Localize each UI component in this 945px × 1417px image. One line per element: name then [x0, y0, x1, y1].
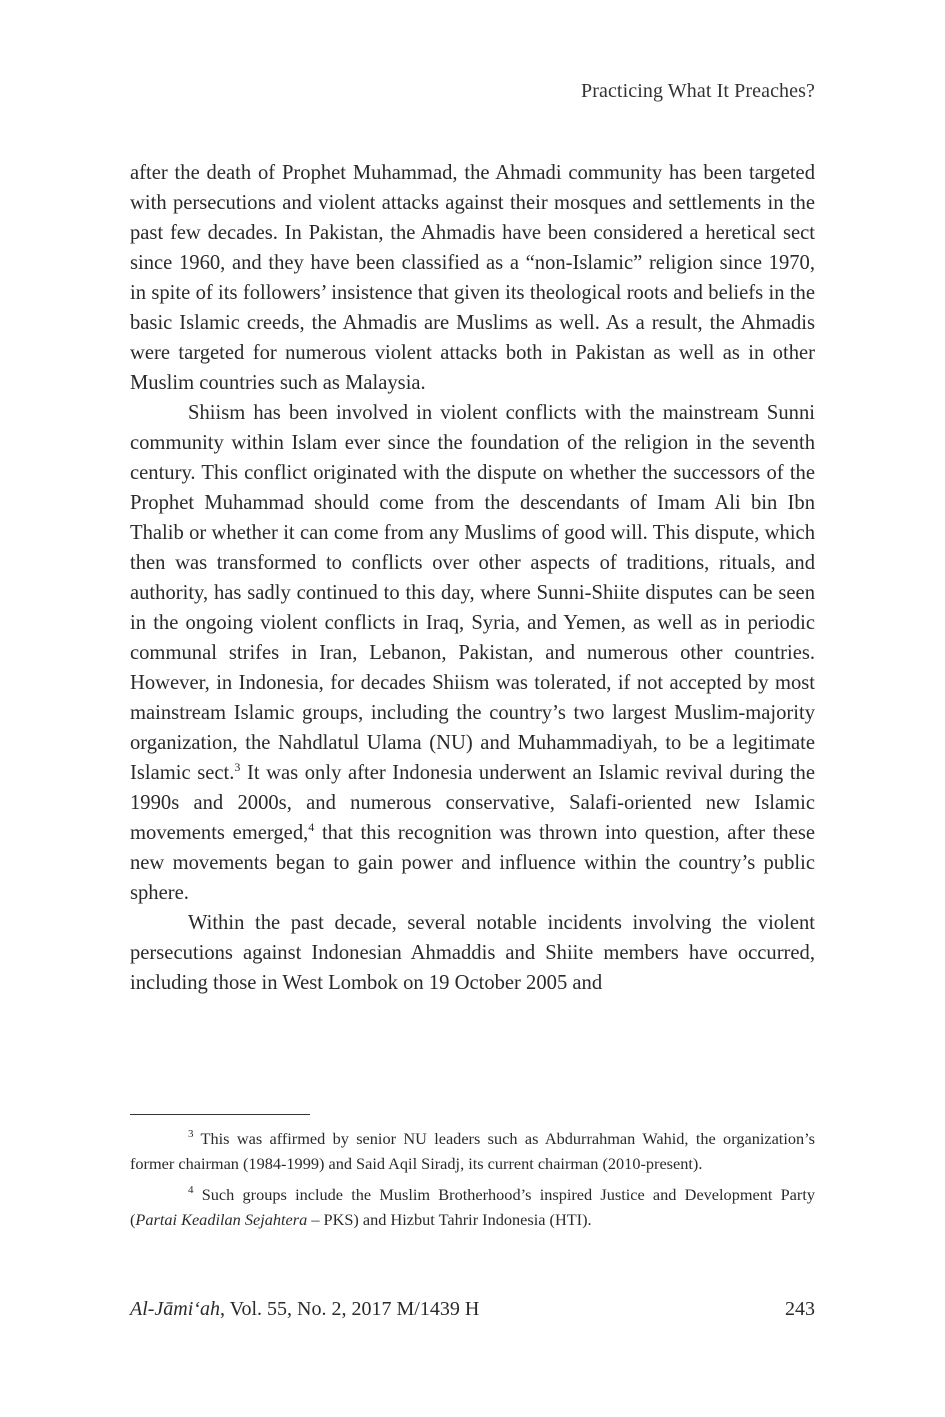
- text-run: Such groups include the Muslim Brotherhood’s inspired Justice and Development Party (: [130, 1185, 815, 1229]
- footnote-ref: 4: [308, 820, 315, 834]
- text-run: It was only after Indonesia underwent an Islamic revival during the 1990s and 2000s, and numerous conservative, Salafi-oriented new Islamic movements emerged,: [130, 762, 815, 844]
- footnote-divider: [130, 1114, 310, 1115]
- text-run: This was affirmed by senior NU leaders such as Abdurrahman Wahid, the organization’s former chairman (1984-1999) and Said Aqil Siradj, its current chairman (2010-present).: [130, 1129, 815, 1173]
- text-run: that this recognition was thrown into question, after these new movements began to gain power and influence within the country’s public sphere.: [130, 822, 815, 904]
- text-run: – PKS) and Hizbut Tahrir Indonesia (HTI).: [307, 1210, 592, 1229]
- footnote-number: 3: [188, 1128, 194, 1140]
- footnotes: [130, 1126, 815, 1238]
- text-run: after the death of Prophet Muhammad, the Ahmadi community has been targeted with persecutions and violent attacks against their mosques and settlements in the past few decades. In Pakistan, the Ahmadis have been considered a heretical sect since 1960, and they have been classified as a “non-Islamic” religion since 1970, in spite of its followers’ insistence that given its theological roots and beliefs in the basic Islamic creeds, the Ahmadis are Muslims as well. As a result, the Ahmadis were targeted for numerous violent attacks both in Pakistan as well as in other Muslim countries such as Malaysia.: [130, 162, 815, 394]
- paragraph-3: [130, 908, 815, 998]
- text-run: Within the past decade, several notable incidents involving the violent persecutions against Indonesian Ahmaddis and Shiite members have occurred, including those in West Lombok on 19 October 2005 and: [130, 912, 815, 994]
- footnote-4: [130, 1182, 815, 1232]
- body-text: [130, 158, 815, 998]
- footnote-ref: 3: [234, 760, 241, 774]
- page-number: 243: [785, 1298, 815, 1320]
- paragraph-2: [130, 398, 815, 908]
- running-head: Practicing What It Preaches?: [580, 80, 815, 102]
- paragraph-1: [130, 158, 815, 398]
- footnote-number: 4: [188, 1184, 194, 1196]
- journal-name: Al-Jāmi‘ah: [130, 1298, 220, 1320]
- text-run: Shiism has been involved in violent conflicts with the mainstream Sunni community within Islam ever since the foundation of the religion in the seventh century. This conflict originated with the dispute on whether the successors of the Prophet Muhammad should come from the descendants of Imam Ali bin Ibn Thalib or whether it can come from any Muslims of good will. This dispute, which then was transformed to conflicts over other aspects of traditions, rituals, and authority, has sadly continued to this day, where Sunni-Shiite disputes can be seen in the ongoing violent conflicts in Iraq, Syria, and Yemen, as well as in periodic communal strifes in Iran, Lebanon, Pakistan, and numerous other countries. However, in Indonesia, for decades Shiism was tolerated, if not accepted by most mainstream Islamic groups, including the country’s two largest Muslim-majority organization, the Nahdlatul Ulama (NU) and Muhammadiyah, to be a legitimate Islamic sect.: [130, 402, 815, 784]
- journal-citation: [130, 1298, 479, 1321]
- footnote-3: [130, 1126, 815, 1176]
- italic-text: Partai Keadilan Sejahtera: [135, 1210, 308, 1229]
- journal-volume: , Vol. 55, No. 2, 2017 M/1439 H: [219, 1298, 480, 1320]
